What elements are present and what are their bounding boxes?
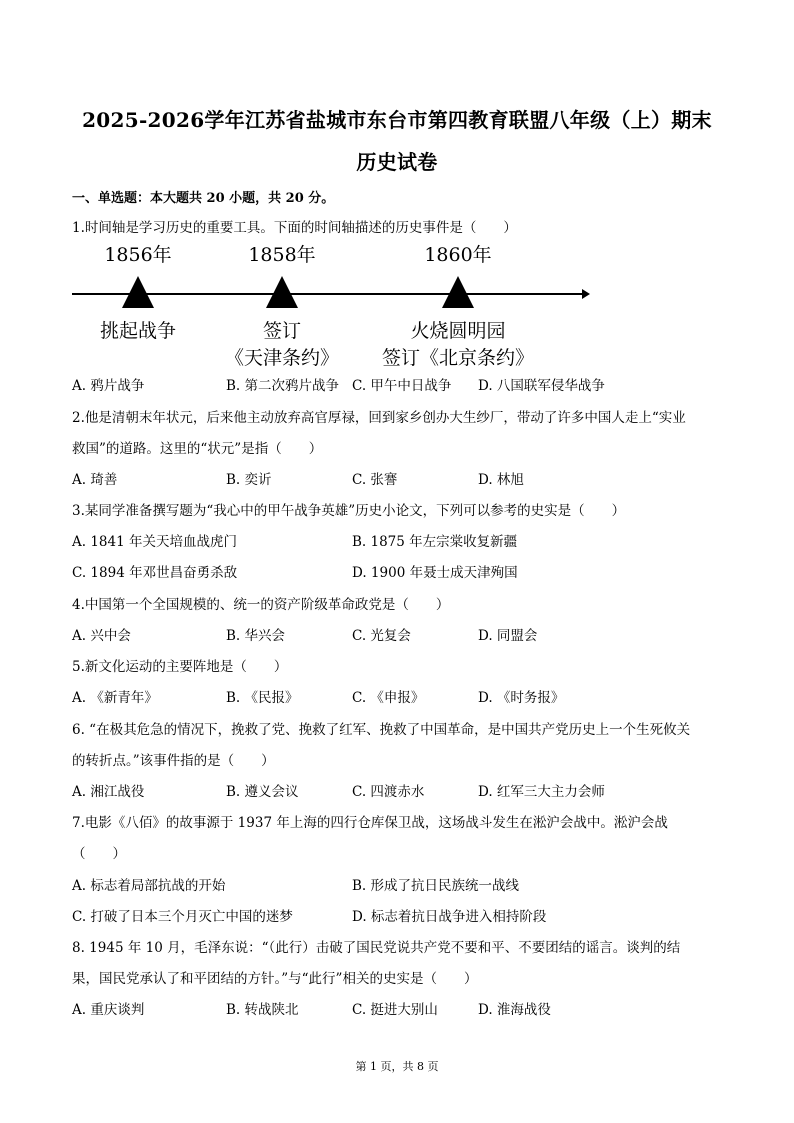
- q3-option-d[interactable]: D. 1900 年聂士成天津殉国: [352, 565, 518, 581]
- q6-option-b[interactable]: B. 遵义会议: [226, 784, 299, 800]
- timeline-marker-1858: [266, 276, 298, 308]
- q7-option-c[interactable]: C. 打破了日本三个月灭亡中国的迷梦: [72, 909, 293, 925]
- q8-option-c[interactable]: C. 挺进大别山: [352, 1002, 438, 1018]
- q4-option-b[interactable]: B. 华兴会: [226, 628, 286, 644]
- timeline-figure: [60, 232, 600, 372]
- q1-option-c[interactable]: C. 甲午中日战争: [352, 378, 452, 394]
- timeline-event-1860-line1: 火烧圆明园: [410, 320, 506, 342]
- q1-option-d[interactable]: D. 八国联军侵华战争: [478, 378, 605, 394]
- question-3-stem: 3.某同学准备撰写题为“我心中的甲午战争英雄”历史小论文，下列可以参考的史实是（ ）: [72, 503, 626, 519]
- question-6-stem-line2: 的转折点。”该事件指的是（ ）: [72, 753, 275, 769]
- timeline-event-1856: 挑起战争: [99, 320, 176, 342]
- q8-option-d[interactable]: D. 淮海战役: [478, 1002, 551, 1018]
- q3-option-b[interactable]: B. 1875 年左宗棠收复新疆: [352, 534, 518, 550]
- q6-option-d[interactable]: D. 红军三大主力会师: [478, 784, 605, 800]
- q5-option-c[interactable]: C. 《申报》: [352, 690, 425, 706]
- timeline-event-1858-line1: 签订: [262, 320, 301, 342]
- q6-option-a[interactable]: A. 湘江战役: [72, 784, 145, 800]
- timeline-event-1858-line2: 《天津条约》: [224, 347, 339, 369]
- section-heading: 一、单选题：本大题共 20 小题，共 20 分。: [72, 191, 335, 206]
- q3-option-c[interactable]: C. 1894 年邓世昌奋勇杀敌: [72, 565, 238, 581]
- question-7-stem-line2: （ ）: [72, 846, 126, 862]
- question-8-stem-line2: 果，国民党承认了和平团结的方针。”与“此行”相关的史实是（ ）: [72, 971, 478, 987]
- timeline-year-1856: 1856年: [104, 244, 172, 266]
- q8-option-b[interactable]: B. 转战陕北: [226, 1002, 299, 1018]
- timeline-marker-1856: [122, 276, 154, 308]
- q5-option-d[interactable]: D. 《时务报》: [478, 690, 565, 706]
- q2-option-a[interactable]: A. 琦善: [72, 472, 118, 488]
- question-1-stem: 1.时间轴是学习历史的重要工具。下面的时间轴描述的历史事件是（ ）: [72, 220, 517, 236]
- q4-option-c[interactable]: C. 光复会: [352, 628, 411, 644]
- page-footer: 第 1 页，共 8 页: [355, 1060, 439, 1073]
- timeline-arrowhead: [582, 289, 590, 299]
- q3-option-a[interactable]: A. 1841 年关天培血战虎门: [72, 534, 237, 550]
- exam-title-line2: 历史试卷: [356, 150, 438, 174]
- q2-option-d[interactable]: D. 林旭: [478, 472, 524, 488]
- timeline-year-1858: 1858年: [248, 244, 316, 266]
- q7-option-d[interactable]: D. 标志着抗日战争进入相持阶段: [352, 909, 547, 925]
- q2-option-b[interactable]: B. 奕䜣: [226, 472, 272, 488]
- q2-option-c[interactable]: C. 张謇: [352, 472, 398, 488]
- question-7-stem-line1: 7.电影《八佰》的故事源于 1937 年上海的四行仓库保卫战，这场战斗发生在淞沪会战中。淞沪会战: [72, 815, 668, 831]
- question-4-stem: 4.中国第一个全国规模的、统一的资产阶级革命政党是（ ）: [72, 597, 450, 613]
- question-2-stem-line1: 2.他是清朝末年状元，后来他主动放弃高官厚禄，回到家乡创办大生纱厂，带动了许多中国人走上“实业: [72, 410, 686, 426]
- q1-option-a[interactable]: A. 鸦片战争: [72, 378, 145, 394]
- q1-option-b[interactable]: B. 第二次鸦片战争: [226, 378, 340, 394]
- q4-option-a[interactable]: A. 兴中会: [72, 628, 131, 644]
- q7-option-b[interactable]: B. 形成了抗日民族统一战线: [352, 878, 520, 894]
- timeline-year-1860: 1860年: [424, 244, 492, 266]
- timeline-event-1860-line2: 签订《北京条约》: [381, 347, 534, 369]
- exam-title-line1: 2025-2026学年江苏省盐城市东台市第四教育联盟八年级（上）期末: [82, 108, 712, 132]
- q8-option-a[interactable]: A. 重庆谈判: [72, 1002, 145, 1018]
- question-5-stem: 5.新文化运动的主要阵地是（ ）: [72, 659, 288, 675]
- question-8-stem-line1: 8. 1945 年 10 月，毛泽东说：“（此行）击破了国民党说共产党不要和平、不要团结的谣言。谈判的结: [72, 940, 681, 956]
- question-2-stem-line2: 救国”的道路。这里的“状元”是指（ ）: [72, 441, 323, 457]
- q6-option-c[interactable]: C. 四渡赤水: [352, 784, 425, 800]
- q5-option-a[interactable]: A. 《新青年》: [72, 690, 158, 706]
- q4-option-d[interactable]: D. 同盟会: [478, 628, 538, 644]
- timeline-marker-1860: [442, 276, 474, 308]
- question-6-stem-line1: 6. “在极其危急的情况下，挽救了党、挽救了红军、挽救了中国革命，是中国共产党历史上一个生死攸关: [72, 722, 691, 738]
- q7-option-a[interactable]: A. 标志着局部抗战的开始: [72, 878, 226, 894]
- q5-option-b[interactable]: B. 《民报》: [226, 690, 299, 706]
